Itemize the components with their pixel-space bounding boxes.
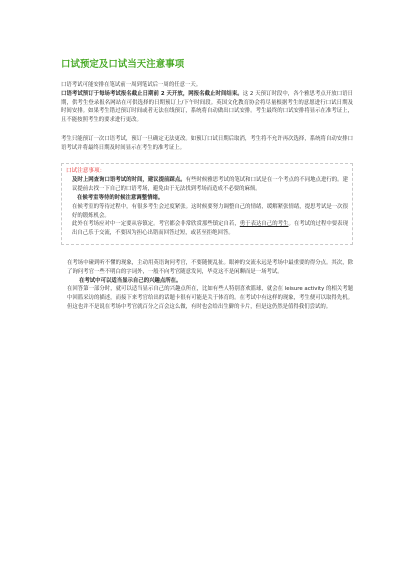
document-page: [61, 58, 353, 312]
note-1-bold: 及时上网查询口语考试的时间，建议提前踩点。: [72, 177, 186, 184]
intro-paragraph: [61, 90, 353, 125]
intro-line-1: 口语考试可能安排在笔试前一周到笔试后一周的任意一天。: [61, 82, 202, 88]
note-1-paragraph: [66, 176, 348, 194]
cancel-notice-paragraph: 考生只能预订一次口语考试，预订一旦确定无法更改。如预订口试日期后取消，考生将不允许再次选择，系统将自动安排口语考试并将最终日期及时间显示在考生的准考证上。: [61, 135, 353, 151]
note-2-underlined: 勇于表达自己的考生: [239, 221, 289, 228]
interest-paragraph: 在回答第一部分时，就可以适当显示自己的兴趣点所在，比如有些人特别喜欢篮球，就会在 leisure activity 的相关考题中回篮采访的描述，而接下来考官给出的话题卡很有可能是关于体育的。在考试中有这样的现象，考生便可以取得先机。但这也并不是说在考场中考官就百分之百会这么做，有时也会给出生僻的卡片，但是这仍然是值得我们尝试的。: [67, 286, 353, 310]
notes-heading: 口试注意事项：: [66, 167, 106, 174]
notes-box: [61, 163, 353, 245]
note-2-pre: 此外在考场应对中一定要从容镇定。考官都会非常欣赏那些镇定自若，: [72, 221, 240, 228]
note-2-post: 。在考试的过程中要表现出自己乐于交流，不要因为担心出错而回答过短，或甚至拒绝回答。: [72, 221, 348, 237]
interest-heading: 在考试中可以适当显示自己的兴趣点所在。: [79, 277, 182, 284]
note-2-heading: 在候考室等待的时候注意调整情绪。: [77, 194, 164, 201]
intro-rest-text: 这 2 天预订时段中，各个雅思考点开放口语日期，供考生登录报名网站在可供选择的日期预订上/下午时间段。英国文化教育协会将尽量根据考生的意愿进行口试日期及时间安排。如果考生错过预订时间或者无法在线预订，系统将自动做出口试安排。考生最终的口试安排将显示在准考证上，且不能按照考生的要求进行更改。: [61, 90, 353, 124]
note-2-line-1: 在候考室的等待过程中，有很多考生会过度紧张。这时候要努力调整自己的情绪，缓解紧张情绪，提思考试是一次很好的锻炼机会。: [72, 203, 348, 219]
intro-bold-text: 口语考试预订于每场考试报名截止日期前 2 天开放，网报名截止时间结束。: [61, 90, 243, 97]
closing-paragraph: 在考场中碰到听不懂的现象，主动用英语询问考官，不要随便乱扯。眼神的交流永远是考场中最重要的得分点。其次，除了询问考官一些不明白的字词外，一般不向考官随意发问，毕竟这不是闲聊而是一场考试。: [67, 259, 353, 275]
note-2-line-2: [66, 220, 348, 238]
note-1-text: 有些时候雅思考试的笔试和口试是在一个考点的不同地点进行的。建议提前去找一下自己的口语考场，避免由于无法找到考场而造成不必要的麻烦。: [72, 177, 348, 193]
page-title: 口试预定及口试当天注意事项: [61, 59, 185, 70]
